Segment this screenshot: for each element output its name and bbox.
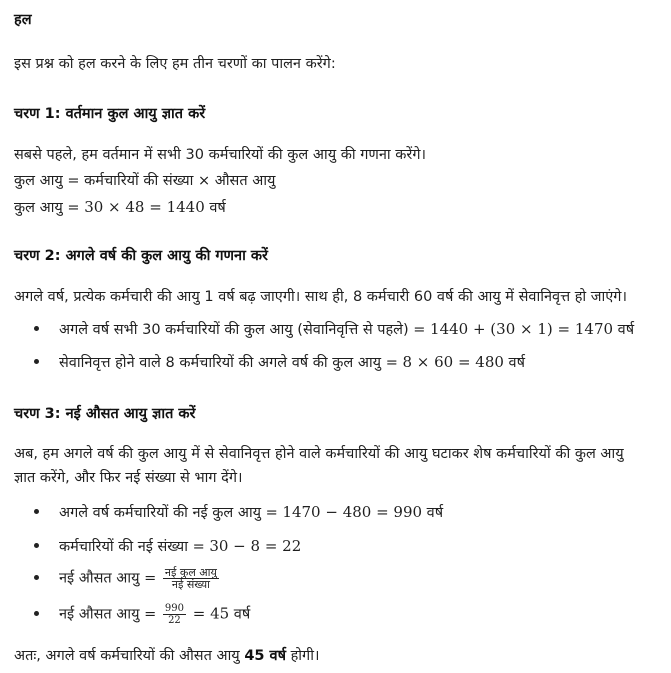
fraction (163, 567, 219, 590)
step3-bullet4-label: नई औसत आयु = (59, 606, 161, 623)
step3-line2: ज्ञात करेंगे, और फिर नई संख्या से भाग देंगे। (14, 470, 243, 486)
step1-title: चरण 1: वर्तमान कुल आयु ज्ञात करें (14, 106, 206, 122)
conclusion (14, 646, 319, 666)
step1-line3-math: 30 × 48 = 1440 (84, 198, 205, 216)
step3-bullet4-unit: वर्ष (229, 606, 251, 623)
fraction-numerator: नई कुल आयु (164, 566, 217, 579)
step2-bullet2-math: 8 × 60 = 480 (402, 353, 504, 371)
step3-bullet1-label: अगले वर्ष कर्मचारियों की नई कुल आयु = (59, 505, 283, 521)
step2-bullet2-unit: वर्ष (503, 355, 526, 371)
fraction-denominator: 22 (168, 615, 181, 626)
step3-bullet4 (14, 603, 250, 626)
step2-line1: अगले वर्ष, प्रत्येक कर्मचारी की आयु 1 वर्ष बढ़ जाएगी। साथ ही, 8 कर्मचारी 60 वर्ष की आयु में सेवानिवृत्त हो जाएंगे। (14, 289, 627, 305)
fraction-numerator: 990 (164, 603, 184, 614)
bullet-icon (34, 359, 39, 364)
bullet-icon (34, 509, 39, 514)
step1-line3-label: कुल आयु = (14, 200, 85, 216)
fraction (163, 603, 186, 626)
bullet-icon (34, 543, 39, 548)
step2-bullet2 (14, 352, 525, 373)
conclusion-prefix: अतः, अगले वर्ष कर्मचारियों की औसत आयु (14, 648, 245, 664)
step2-bullet1 (14, 319, 634, 340)
step2-title: चरण 2: अगले वर्ष की कुल आयु की गणना करें (14, 248, 268, 264)
step3-bullet1 (14, 502, 443, 523)
step3-line1: अब, हम अगले वर्ष की कुल आयु में से सेवानिवृत्त होने वाले कर्मचारियों की आयु घटाकर शेष कर्मचारियों की कुल आयु (14, 446, 624, 462)
step3-title: चरण 3: नई औसत आयु ज्ञात करें (14, 406, 196, 422)
step1-line3 (14, 197, 226, 218)
intro-text: इस प्रश्न को हल करने के लिए हम तीन चरणों का पालन करेंगे: (14, 56, 336, 72)
step2-bullet1-label: अगले वर्ष सभी 30 कर्मचारियों की कुल आयु (सेवानिवृत्ति से पहले) = (59, 322, 431, 338)
step1-line3-unit: वर्ष (204, 200, 226, 216)
step3-bullet1-math: 1470 − 480 = 990 (282, 503, 423, 521)
step2-bullet1-unit: वर्ष (613, 322, 635, 338)
step3-bullet4-math: = 45 (187, 604, 230, 623)
step1-line1: सबसे पहले, हम वर्तमान में सभी 30 कर्मचारियों की कुल आयु की गणना करेंगे। (14, 147, 426, 163)
bullet-icon (34, 611, 39, 616)
conclusion-answer: 45 वर्ष (244, 648, 286, 664)
step3-bullet1-unit: वर्ष (422, 505, 444, 521)
step2-bullet2-label: सेवानिवृत्त होने वाले 8 कर्मचारियों की अगले वर्ष की कुल आयु = (59, 355, 403, 371)
step3-bullet2-math: 30 − 8 = 22 (209, 537, 302, 555)
solution-heading: हल (14, 12, 32, 28)
step3-bullet3 (14, 567, 221, 590)
step3-bullet3-label: नई औसत आयु = (59, 570, 161, 587)
step2-bullet1-math: 1440 + (30 × 1) = 1470 (430, 320, 614, 338)
step3-bullet2 (14, 536, 301, 557)
bullet-icon (34, 326, 39, 331)
bullet-icon (34, 575, 39, 580)
step3-bullet2-label: कर्मचारियों की नई संख्या = (59, 539, 210, 555)
fraction-denominator: नई संख्या (171, 578, 210, 591)
step1-line2: कुल आयु = कर्मचारियों की संख्या × औसत आयु (14, 173, 276, 189)
conclusion-suffix: होगी। (285, 648, 320, 664)
